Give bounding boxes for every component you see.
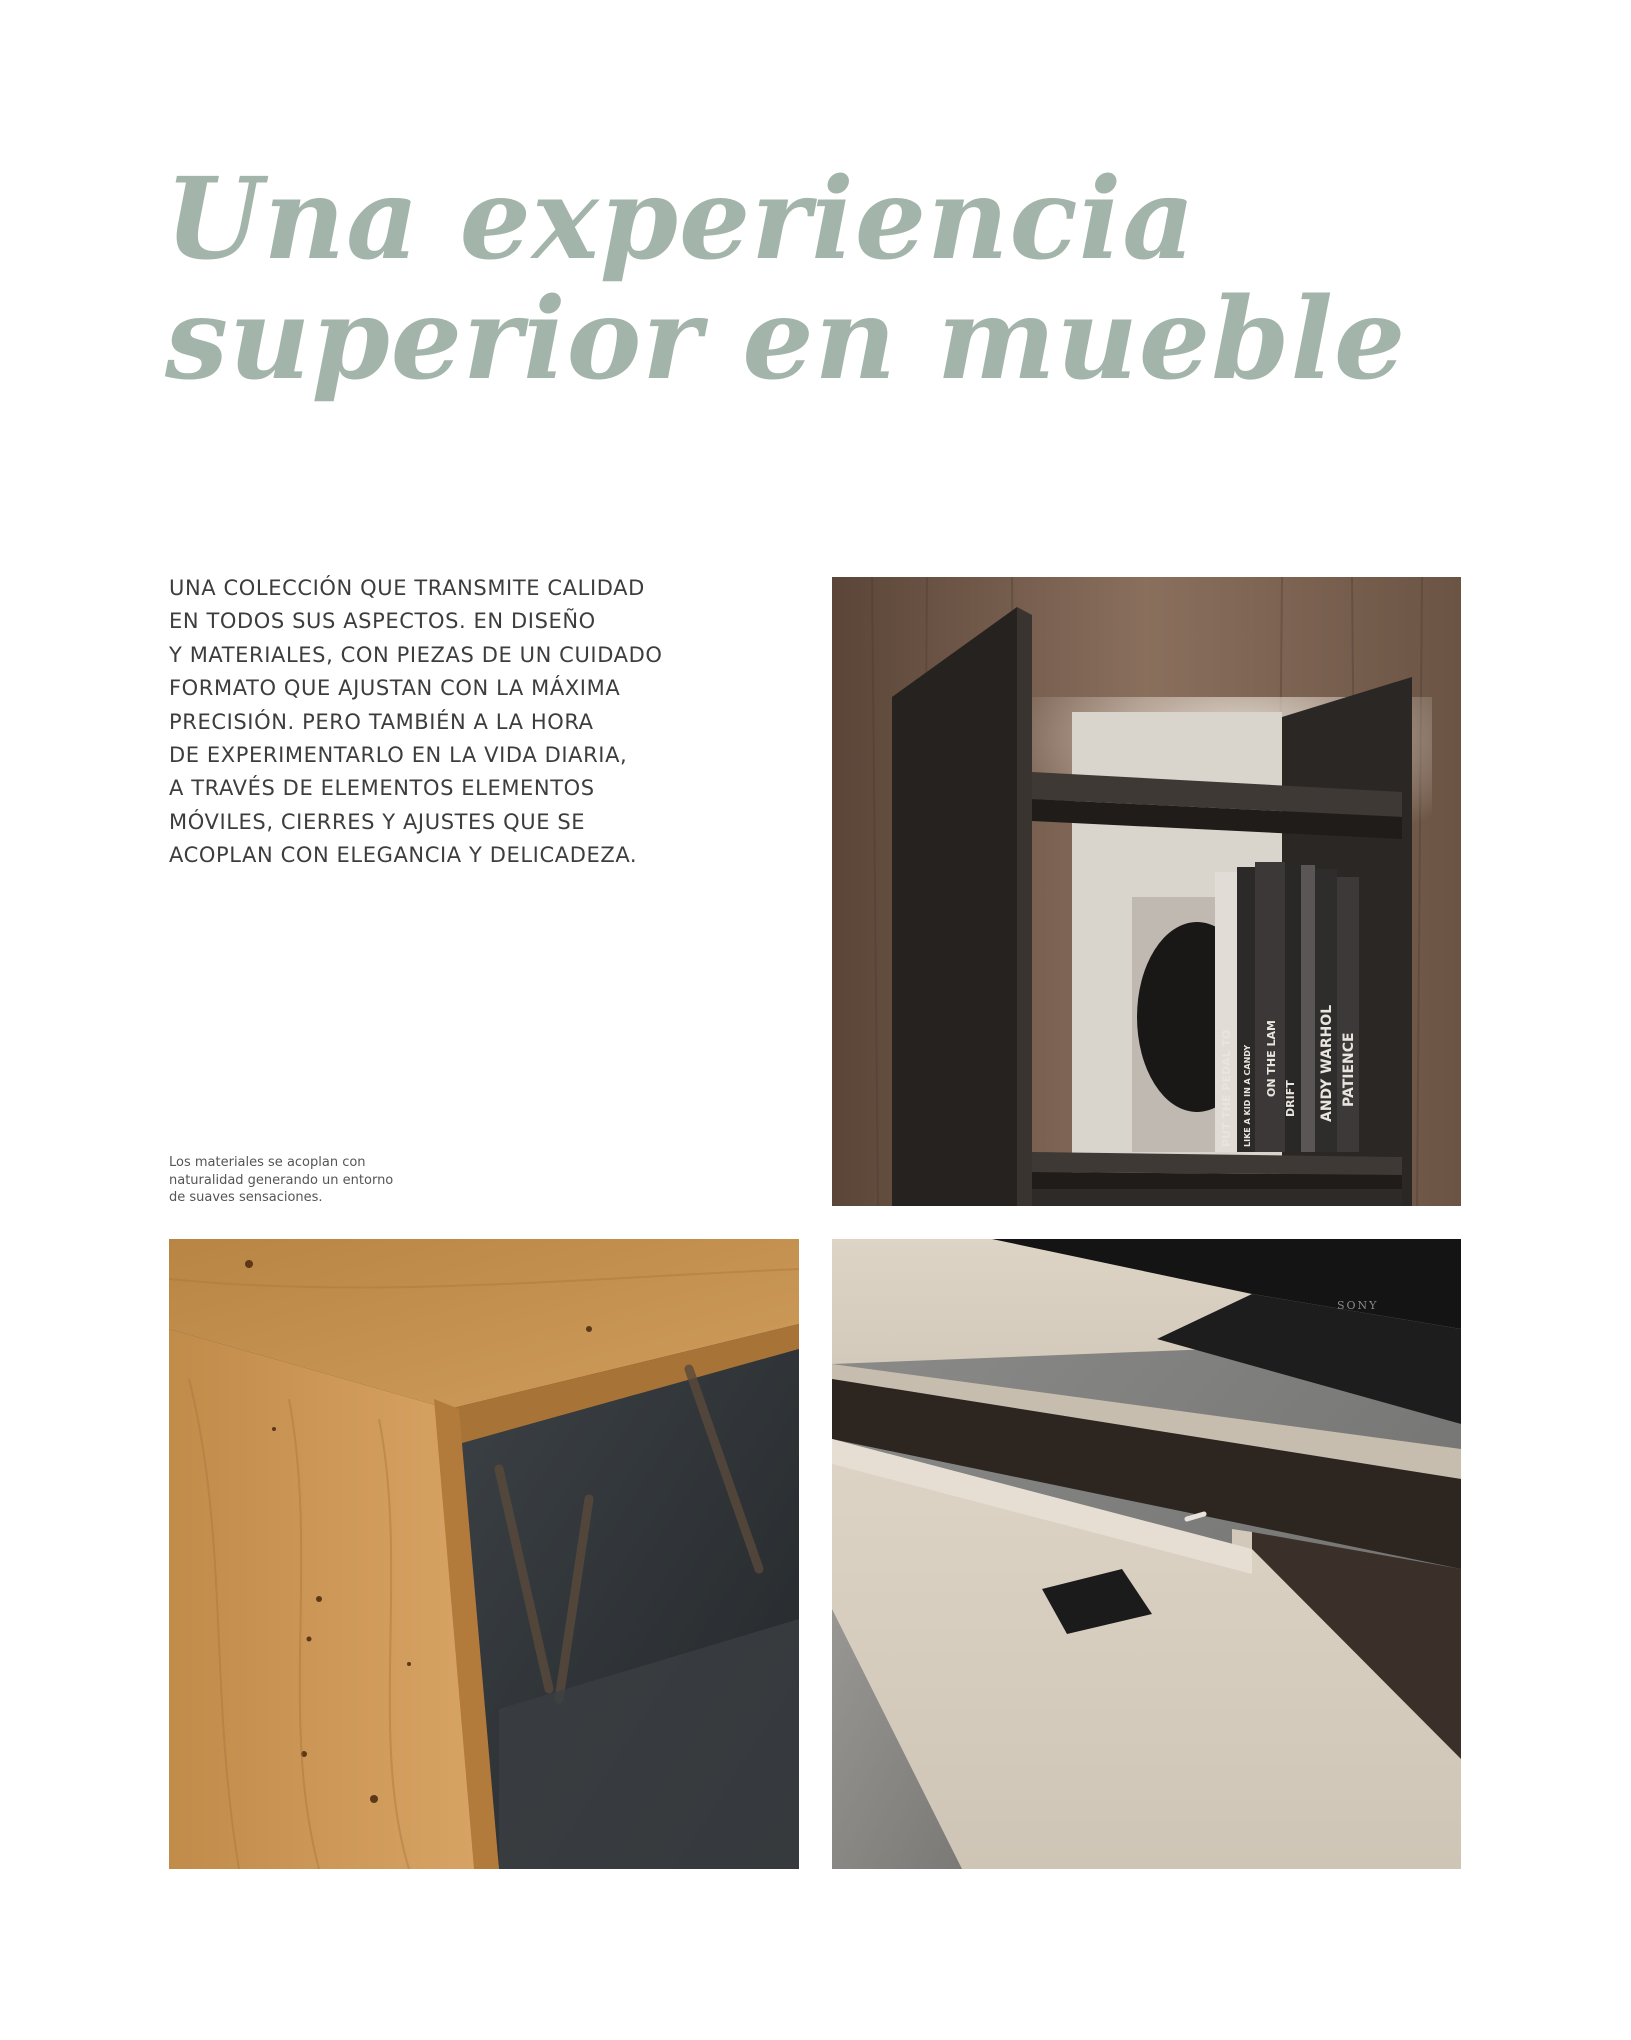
book-title: LIKE A KID IN A CANDY [1243, 1044, 1252, 1147]
oak-cabinet-photo [169, 1239, 799, 1869]
intro-line: Y MATERIALES, CON PIEZAS DE UN CUIDADO [169, 642, 663, 667]
book-title: PUT THE PEDAL TO [1220, 1029, 1233, 1147]
tv-unit-photo [832, 1239, 1461, 1869]
intro-line: EN TODOS SUS ASPECTOS. EN DISEÑO [169, 609, 596, 634]
book-title: ANDY WARHOL [1319, 1004, 1335, 1122]
title-line-1: Una experiencia [165, 154, 1196, 285]
page-title [165, 154, 1465, 405]
intro-line: ACOPLAN CON ELEGANCIA Y DELICADEZA. [169, 843, 638, 868]
caption-line: Los materiales se acoplan con [169, 1155, 366, 1170]
book-title: DRIFT [1284, 1080, 1297, 1117]
book-title: ON THE LAM [1265, 1020, 1278, 1097]
intro-paragraph [169, 572, 729, 873]
intro-line: FORMATO QUE AJUSTAN CON LA MÁXIMA [169, 676, 621, 701]
intro-line: PRECISIÓN. PERO TAMBIÉN A LA HORA [169, 709, 594, 734]
photo-caption [169, 1154, 489, 1207]
intro-line: A TRAVÉS DE ELEMENTOS ELEMENTOS [169, 776, 595, 801]
intro-line: DE EXPERIMENTARLO EN LA VIDA DIARIA, [169, 743, 628, 768]
title-line-2: superior en mueble [165, 274, 1407, 405]
shelf-illustration [832, 577, 1461, 1206]
book-title: PATIENCE [1341, 1032, 1357, 1107]
tv-unit-illustration [832, 1239, 1461, 1869]
intro-line: UNA COLECCIÓN QUE TRANSMITE CALIDAD [169, 576, 645, 600]
caption-line: de suaves sensaciones. [169, 1190, 323, 1205]
shelf-photo [832, 577, 1461, 1206]
oak-cabinet-illustration [169, 1239, 799, 1869]
caption-line: naturalidad generando un entorno [169, 1172, 394, 1188]
intro-line: MÓVILES, CIERRES Y AJUSTES QUE SE [169, 809, 586, 834]
tv-brand: SONY [1337, 1299, 1379, 1312]
